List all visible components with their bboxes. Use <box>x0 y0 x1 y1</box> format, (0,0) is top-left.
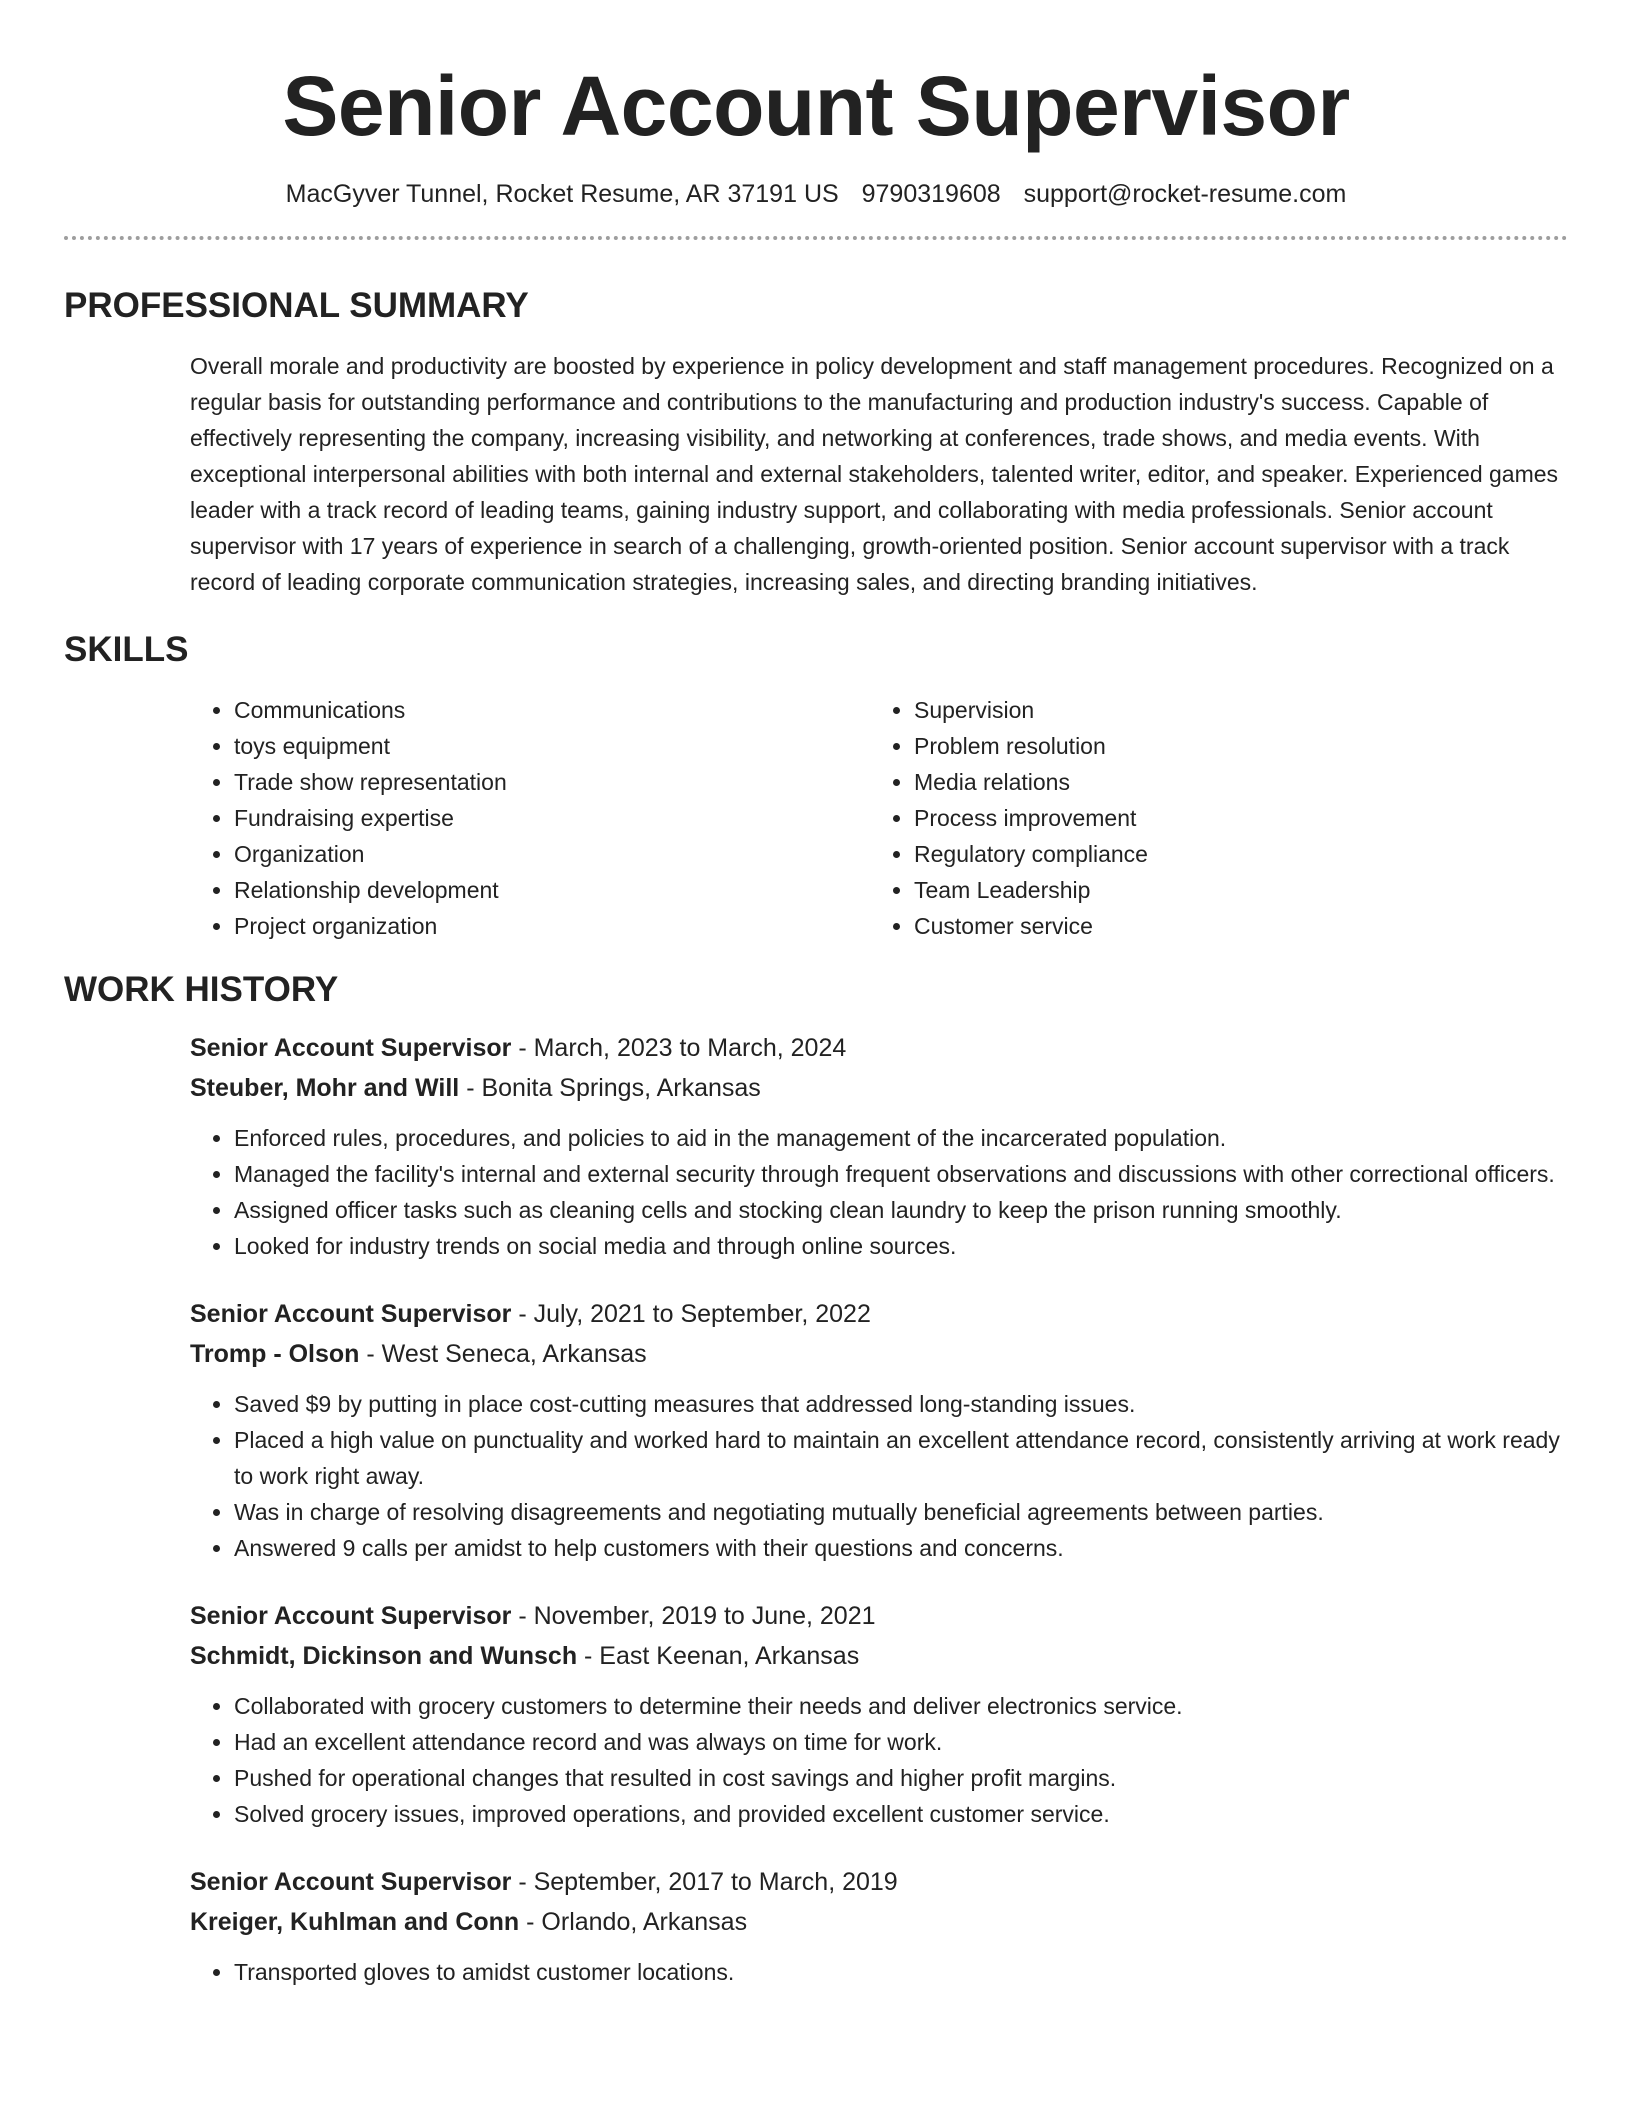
job-location: - Bonita Springs, Arkansas <box>459 1074 761 1102</box>
skill-item: • Process improvement <box>914 800 1514 836</box>
skill-item: • Customer service <box>914 908 1514 944</box>
contact-line <box>64 178 1568 210</box>
job-company: Kreiger, Kuhlman and Conn <box>190 1908 520 1936</box>
skill-item: • Organization <box>234 836 870 872</box>
job-bullets <box>190 1954 1568 1990</box>
job-bullet: • Answered 9 calls per amidst to help customers with their questions and concerns. <box>234 1530 1568 1566</box>
skill-item: • Regulatory compliance <box>914 836 1514 872</box>
job-company: Tromp - Olson <box>190 1340 360 1368</box>
job-company-line <box>190 1334 1568 1374</box>
skill-item: • Project organization <box>234 908 870 944</box>
job-dates: - July, 2021 to September, 2022 <box>511 1300 871 1328</box>
skill-item: • Relationship development <box>234 872 870 908</box>
header-divider <box>64 236 1568 240</box>
job-bullets <box>190 1120 1568 1264</box>
job-bullet: • Had an excellent attendance record and was always on time for work. <box>234 1724 1568 1760</box>
job-role: Senior Account Supervisor <box>190 1602 512 1630</box>
job-location: - West Seneca, Arkansas <box>359 1340 647 1368</box>
job-title-line <box>190 1596 1568 1636</box>
skill-item: • Media relations <box>914 764 1514 800</box>
job-role: Senior Account Supervisor <box>190 1034 512 1062</box>
job-bullet: • Was in charge of resolving disagreements and negotiating mutually beneficial agreements between parties. <box>234 1494 1568 1530</box>
resume-title: Senior Account Supervisor <box>282 59 1350 153</box>
skill-item: • Supervision <box>914 692 1514 728</box>
skill-item: • Trade show representation <box>234 764 870 800</box>
job-title-line <box>190 1862 1568 1902</box>
job-company-line <box>190 1636 1568 1676</box>
job-bullet: • Pushed for operational changes that resulted in cost savings and higher profit margins. <box>234 1760 1568 1796</box>
skills-heading: SKILLS <box>64 630 189 669</box>
job-bullets <box>190 1688 1568 1832</box>
contact-phone: 9790319608 <box>861 180 1001 208</box>
contact-address: MacGyver Tunnel, Rocket Resume, AR 37191 US <box>285 180 839 208</box>
job-title-line <box>190 1028 1568 1068</box>
job-bullet: • Transported gloves to amidst customer locations. <box>234 1954 1568 1990</box>
job-bullet: • Placed a high value on punctuality and worked hard to maintain an excellent attendance record, consistently arriving at work ready to work right away. <box>234 1422 1568 1494</box>
job-entry <box>190 1862 1568 1990</box>
job-company: Steuber, Mohr and Will <box>190 1074 460 1102</box>
job-bullet: • Solved grocery issues, improved operations, and provided excellent customer service. <box>234 1796 1568 1832</box>
summary-heading: PROFESSIONAL SUMMARY <box>64 286 529 325</box>
skills-column-1 <box>190 692 870 944</box>
job-dates: - November, 2019 to June, 2021 <box>511 1602 876 1630</box>
skill-item: • Communications <box>234 692 870 728</box>
job-company: Schmidt, Dickinson and Wunsch <box>190 1642 578 1670</box>
job-company-line <box>190 1902 1568 1942</box>
skill-item: • Fundraising expertise <box>234 800 870 836</box>
job-company-line <box>190 1068 1568 1108</box>
job-bullet: • Saved $9 by putting in place cost-cutting measures that addressed long-standing issues. <box>234 1386 1568 1422</box>
job-entry <box>190 1294 1568 1566</box>
job-entry <box>190 1028 1568 1264</box>
job-dates: - September, 2017 to March, 2019 <box>511 1868 898 1896</box>
job-location: - East Keenan, Arkansas <box>577 1642 860 1670</box>
job-bullets <box>190 1386 1568 1566</box>
skill-item: • Problem resolution <box>914 728 1514 764</box>
job-bullet: • Collaborated with grocery customers to determine their needs and deliver electronics service. <box>234 1688 1568 1724</box>
job-role: Senior Account Supervisor <box>190 1868 512 1896</box>
job-bullet: • Looked for industry trends on social media and through online sources. <box>234 1228 1568 1264</box>
skills-column-2 <box>870 692 1514 944</box>
work-history-heading: WORK HISTORY <box>64 970 339 1009</box>
job-entry <box>190 1596 1568 1832</box>
job-location: - Orlando, Arkansas <box>519 1908 748 1936</box>
job-bullet: • Assigned officer tasks such as cleaning cells and stocking clean laundry to keep the prison running smoothly. <box>234 1192 1568 1228</box>
job-title-line <box>190 1294 1568 1334</box>
summary-text: Overall morale and productivity are boosted by experience in policy development and staff management procedures. Recognized on a regular basis for outstanding performance and contributions to the manufacturing and production industry's success. Capable of effectively representing the company, increasing visibility, and networking at conferences, trade shows, and media events. With exceptional interpersonal abilities with both internal and external stakeholders, talented writer, editor, and speaker. Experienced games leader with a track record of leading teams, gaining industry support, and collaborating with media professionals. Senior account supervisor with 17 years of experience in search of a challenging, growth-oriented position. Senior account supervisor with a track record of leading corporate communication strategies, increasing sales, and directing branding initiatives. <box>190 353 1559 595</box>
contact-email: support@rocket-resume.com <box>1023 180 1347 208</box>
skill-item: • toys equipment <box>234 728 870 764</box>
job-role: Senior Account Supervisor <box>190 1300 512 1328</box>
resume-page <box>64 0 1568 1990</box>
job-dates: - March, 2023 to March, 2024 <box>511 1034 847 1062</box>
job-bullet: • Enforced rules, procedures, and policies to aid in the management of the incarcerated population. <box>234 1120 1568 1156</box>
job-bullet: • Managed the facility's internal and external security through frequent observations and discussions with other correctional officers. <box>234 1156 1568 1192</box>
skills-list <box>190 692 1568 944</box>
skill-item: • Team Leadership <box>914 872 1514 908</box>
